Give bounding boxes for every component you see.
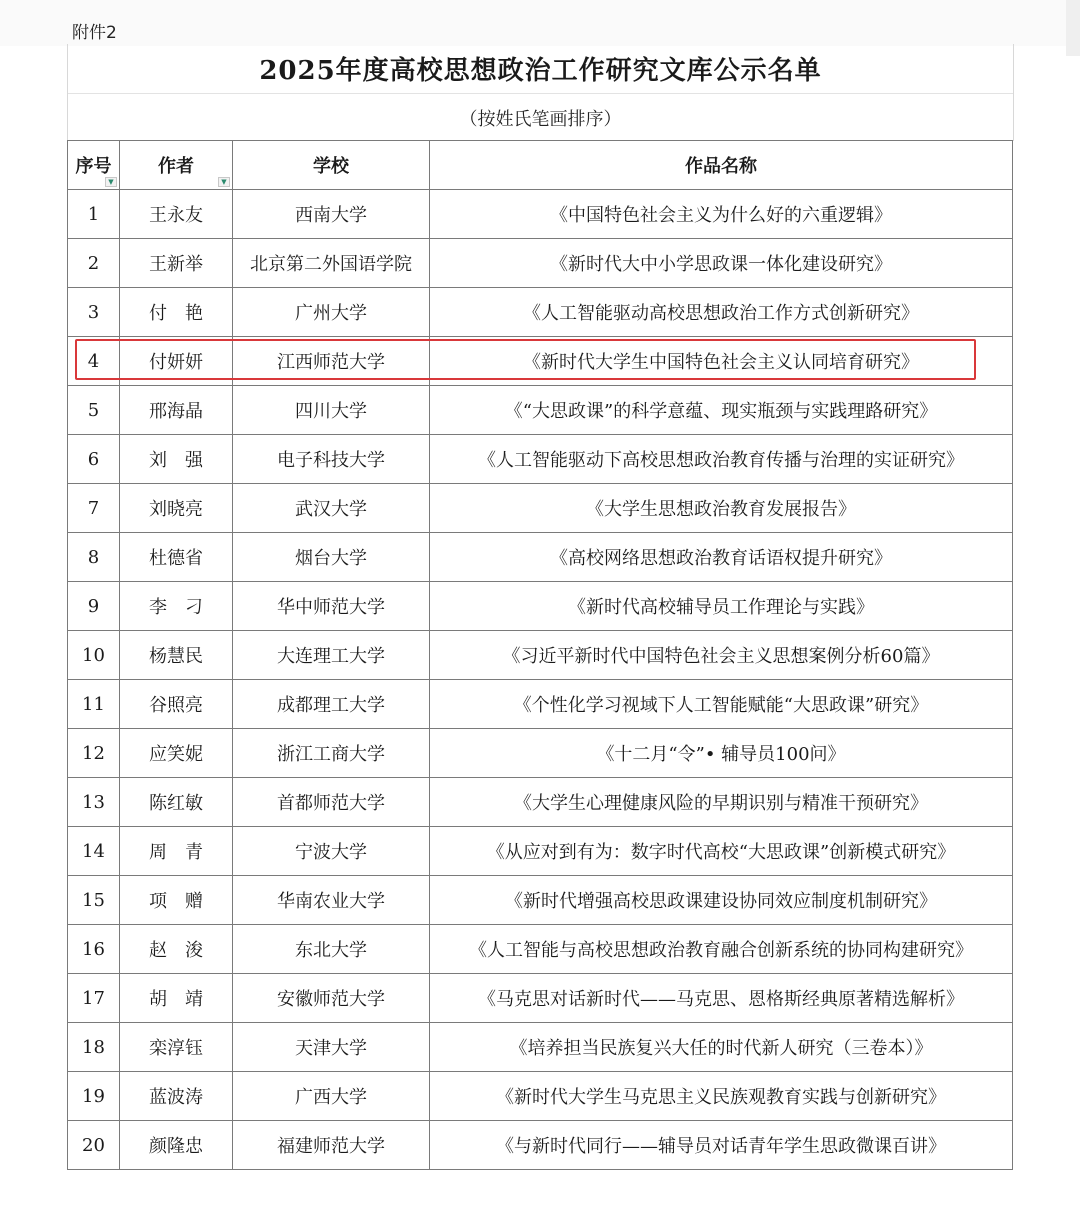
work-title: 《十二月“令”• 辅导员100问》: [430, 729, 1013, 778]
row-number: 9: [68, 582, 120, 631]
school-name: 电子科技大学: [233, 435, 430, 484]
table-row: [68, 1121, 1013, 1170]
row-number: 2: [68, 239, 120, 288]
row-number: 3: [68, 288, 120, 337]
row-number: 4: [68, 337, 120, 386]
table-row: [68, 1072, 1013, 1121]
author-name: 胡 靖: [120, 974, 233, 1023]
school-name: 武汉大学: [233, 484, 430, 533]
header-school: [233, 141, 430, 190]
work-title: 《新时代增强高校思政课建设协同效应制度机制研究》: [430, 876, 1013, 925]
filter-dropdown-icon[interactable]: ▼: [105, 177, 117, 187]
school-name: 东北大学: [233, 925, 430, 974]
table-row: [68, 386, 1013, 435]
table-row: [68, 631, 1013, 680]
school-name: 烟台大学: [233, 533, 430, 582]
work-title: 《人工智能驱动高校思想政治工作方式创新研究》: [430, 288, 1013, 337]
publication-list-table: [67, 140, 1013, 1170]
top-margin-strip: [0, 0, 1080, 46]
work-title: 《培养担当民族复兴大任的时代新人研究（三卷本）》: [430, 1023, 1013, 1072]
table-row: [68, 288, 1013, 337]
author-name: 王永友: [120, 190, 233, 239]
table-header-row: [68, 141, 1013, 190]
author-name: 赵 浚: [120, 925, 233, 974]
work-title: 《与新时代同行——辅导员对话青年学生思政微课百讲》: [430, 1121, 1013, 1170]
author-name: 李 刁: [120, 582, 233, 631]
work-title: 《新时代大学生马克思主义民族观教育实践与创新研究》: [430, 1072, 1013, 1121]
author-name: 谷照亮: [120, 680, 233, 729]
work-title: 《新时代大学生中国特色社会主义认同培育研究》: [430, 337, 1013, 386]
page-subtitle: （按姓氏笔画排序）: [459, 108, 622, 130]
filter-dropdown-icon[interactable]: ▼: [218, 177, 230, 187]
header-area: [67, 44, 1014, 141]
row-number: 5: [68, 386, 120, 435]
work-title: 《马克思对话新时代——马克思、恩格斯经典原著精选解析》: [430, 974, 1013, 1023]
author-name: 陈红敏: [120, 778, 233, 827]
page-title: 2025年度高校思想政治工作研究文库公示名单: [68, 44, 1013, 94]
school-name: 西南大学: [233, 190, 430, 239]
author-name: 周 青: [120, 827, 233, 876]
row-number: 6: [68, 435, 120, 484]
work-title: 《高校网络思想政治教育话语权提升研究》: [430, 533, 1013, 582]
row-number: 17: [68, 974, 120, 1023]
author-name: 刘晓亮: [120, 484, 233, 533]
work-title: 《个性化学习视域下人工智能赋能“大思政课”研究》: [430, 680, 1013, 729]
table-row: [68, 680, 1013, 729]
header-work-title-label: 作品名称: [685, 156, 757, 177]
author-name: 刘 强: [120, 435, 233, 484]
school-name: 北京第二外国语学院: [233, 239, 430, 288]
header-work-title: [430, 141, 1013, 190]
table-row: [68, 925, 1013, 974]
work-title: 《人工智能与高校思想政治教育融合创新系统的协同构建研究》: [430, 925, 1013, 974]
row-number: 20: [68, 1121, 120, 1170]
author-name: 颜隆忠: [120, 1121, 233, 1170]
school-name: 江西师范大学: [233, 337, 430, 386]
table-row: [68, 729, 1013, 778]
author-name: 杜德省: [120, 533, 233, 582]
row-number: 11: [68, 680, 120, 729]
author-name: 邢海晶: [120, 386, 233, 435]
row-number: 14: [68, 827, 120, 876]
school-name: 华南农业大学: [233, 876, 430, 925]
row-number: 18: [68, 1023, 120, 1072]
row-number: 13: [68, 778, 120, 827]
table-row: [68, 435, 1013, 484]
school-name: 广州大学: [233, 288, 430, 337]
table-row: [68, 582, 1013, 631]
work-title: 《习近平新时代中国特色社会主义思想案例分析60篇》: [430, 631, 1013, 680]
work-title: 《“大思政课”的科学意蕴、现实瓶颈与实践理路研究》: [430, 386, 1013, 435]
table-row: [68, 1023, 1013, 1072]
table-row: [68, 337, 1013, 386]
table-row: [68, 827, 1013, 876]
work-title: 《大学生思想政治教育发展报告》: [430, 484, 1013, 533]
author-name: 杨慧民: [120, 631, 233, 680]
table-row: [68, 239, 1013, 288]
row-number: 15: [68, 876, 120, 925]
row-number: 19: [68, 1072, 120, 1121]
school-name: 福建师范大学: [233, 1121, 430, 1170]
work-title: 《人工智能驱动下高校思想政治教育传播与治理的实证研究》: [430, 435, 1013, 484]
author-name: 项 赠: [120, 876, 233, 925]
table-row: [68, 533, 1013, 582]
school-name: 成都理工大学: [233, 680, 430, 729]
author-name: 栾淳钰: [120, 1023, 233, 1072]
row-number: 7: [68, 484, 120, 533]
school-name: 天津大学: [233, 1023, 430, 1072]
school-name: 大连理工大学: [233, 631, 430, 680]
work-title: 《新时代高校辅导员工作理论与实践》: [430, 582, 1013, 631]
page-edge: [1066, 0, 1080, 56]
row-number: 10: [68, 631, 120, 680]
attachment-label: 附件2: [72, 23, 117, 43]
school-name: 安徽师范大学: [233, 974, 430, 1023]
table-row: [68, 876, 1013, 925]
header-author[interactable]: [120, 141, 233, 190]
school-name: 广西大学: [233, 1072, 430, 1121]
header-number-label: 序号: [75, 156, 112, 177]
row-number: 8: [68, 533, 120, 582]
header-author-label: 作者: [158, 156, 194, 177]
work-title: 《大学生心理健康风险的早期识别与精准干预研究》: [430, 778, 1013, 827]
school-name: 四川大学: [233, 386, 430, 435]
author-name: 王新举: [120, 239, 233, 288]
table-row: [68, 974, 1013, 1023]
header-number[interactable]: [68, 141, 120, 190]
row-number: 1: [68, 190, 120, 239]
table-row: [68, 484, 1013, 533]
row-number: 16: [68, 925, 120, 974]
school-name: 华中师范大学: [233, 582, 430, 631]
table-row: [68, 190, 1013, 239]
row-number: 12: [68, 729, 120, 778]
author-name: 付 艳: [120, 288, 233, 337]
work-title: 《新时代大中小学思政课一体化建设研究》: [430, 239, 1013, 288]
author-name: 付妍妍: [120, 337, 233, 386]
school-name: 首都师范大学: [233, 778, 430, 827]
work-title: 《中国特色社会主义为什么好的六重逻辑》: [430, 190, 1013, 239]
school-name: 浙江工商大学: [233, 729, 430, 778]
work-title: 《从应对到有为：数字时代高校“大思政课”创新模式研究》: [430, 827, 1013, 876]
author-name: 蓝波涛: [120, 1072, 233, 1121]
table-row: [68, 778, 1013, 827]
school-name: 宁波大学: [233, 827, 430, 876]
header-school-label: 学校: [313, 156, 349, 177]
author-name: 应笑妮: [120, 729, 233, 778]
